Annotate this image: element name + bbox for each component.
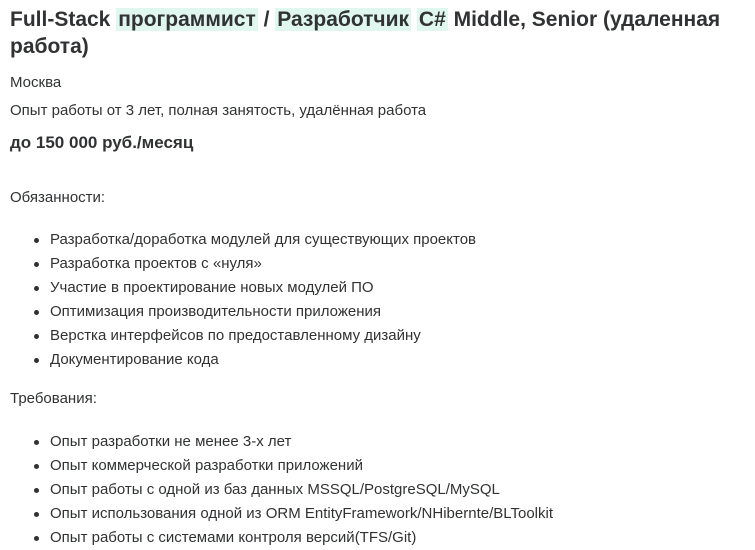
- list-item-text: Опыт разработки не менее 3-х лет: [50, 433, 292, 450]
- bullet-icon: [34, 440, 39, 445]
- list-item: [32, 502, 745, 526]
- vacancy-salary: до 150 000 руб./месяц: [10, 133, 194, 152]
- title-highlight-programmer: программист: [118, 8, 256, 31]
- bullet-icon: [34, 536, 39, 541]
- list-item: [32, 228, 745, 252]
- title-highlight-csharp: C#: [418, 8, 446, 31]
- list-item: [32, 324, 745, 348]
- list-item: [32, 478, 745, 502]
- list-item-text: Документирование кода: [50, 351, 219, 368]
- vacancy-title: [10, 6, 745, 60]
- list-item-text: Опыт работы с системами контроля версий(TFS/Git): [50, 529, 417, 546]
- duties-list: [10, 228, 745, 372]
- bullet-icon: [34, 262, 39, 267]
- bullet-icon: [34, 488, 39, 493]
- bullet-icon: [34, 358, 39, 363]
- bullet-icon: [34, 238, 39, 243]
- bullet-icon: [34, 310, 39, 315]
- list-item-text: Опыт коммерческой разработки приложений: [50, 457, 363, 474]
- vacancy-city: Москва: [10, 74, 62, 91]
- title-text-1: Full-Stack: [10, 8, 117, 31]
- list-item-text: Участие в проектирование новых модулей ПО: [50, 279, 374, 296]
- vacancy-experience: Опыт работы от 3 лет, полная занятость, удалённая работа: [10, 102, 427, 119]
- list-item: [32, 454, 745, 478]
- title-text-2: Middle, Senior (удаленная работа): [10, 8, 721, 58]
- list-item-text: Опыт использования одной из ORM EntityFramework/NHibernte/BLToolkit: [50, 505, 553, 522]
- bullet-icon: [34, 464, 39, 469]
- list-item-text: Верстка интерфейсов по предоставленному дизайну: [50, 327, 421, 344]
- bullet-icon: [34, 512, 39, 517]
- list-item-text: Оптимизация производительности приложения: [50, 303, 381, 320]
- bullet-icon: [34, 334, 39, 339]
- bullet-icon: [34, 286, 39, 291]
- list-item: [32, 430, 745, 454]
- title-separator: /: [257, 8, 276, 31]
- list-item: [32, 526, 745, 550]
- requirements-list: [10, 430, 745, 550]
- list-item: [32, 252, 745, 276]
- title-highlight-developer: Разработчик: [277, 8, 410, 31]
- requirements-heading: Требования:: [10, 390, 97, 407]
- list-item: [32, 276, 745, 300]
- list-item-text: Разработка проектов с «нуля»: [50, 255, 262, 272]
- list-item-text: Опыт работы с одной из баз данных MSSQL/PostgreSQL/MySQL: [50, 481, 500, 498]
- list-item: [32, 300, 745, 324]
- duties-heading: Обязанности:: [10, 189, 106, 206]
- list-item: [32, 348, 745, 372]
- list-item-text: Разработка/доработка модулей для существующих проектов: [50, 231, 477, 248]
